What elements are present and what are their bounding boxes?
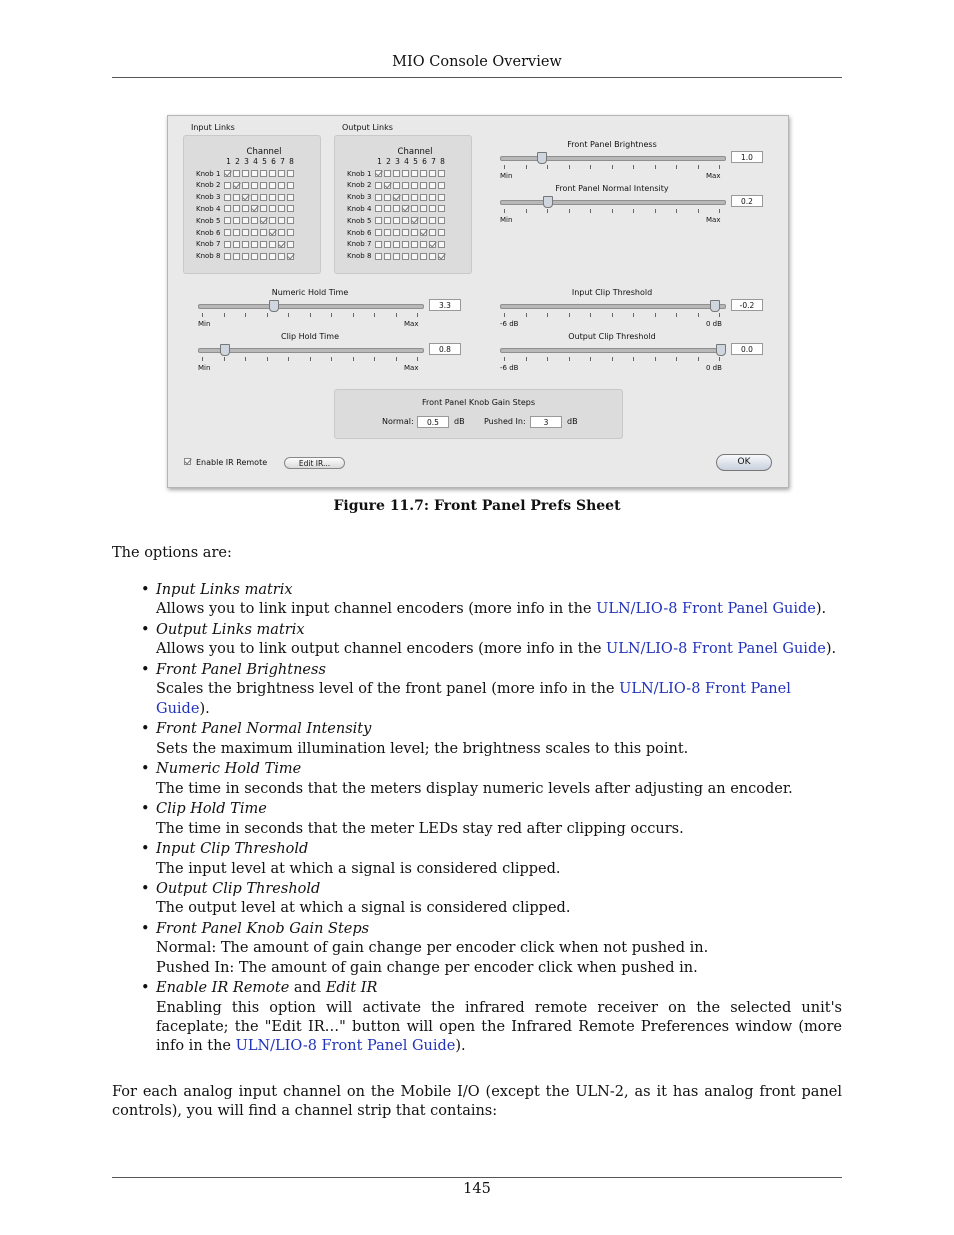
- input_links-link-checkbox[interactable]: [260, 217, 267, 224]
- numeric-hold-time-ticks: [202, 313, 418, 317]
- output_links-link-checkbox[interactable]: [420, 217, 427, 224]
- ok-button[interactable]: OK: [716, 454, 772, 471]
- output_links-link-checkbox[interactable]: [429, 170, 436, 177]
- input_links-link-checkbox[interactable]: [224, 217, 231, 224]
- output-clip-threshold-max-label: 0 dB: [706, 364, 722, 372]
- input_links-link-checkbox[interactable]: [278, 182, 285, 189]
- input_links-link-checkbox[interactable]: [278, 170, 285, 177]
- output_links-knob-label: Knob 4: [347, 204, 372, 213]
- input_links-link-checkbox[interactable]: [224, 194, 231, 201]
- output_links-link-checkbox[interactable]: [420, 205, 427, 212]
- input_links-link-checkbox[interactable]: [224, 205, 231, 212]
- normal-label: Normal:: [382, 417, 414, 426]
- front-panel-brightness-label: Front Panel Brightness: [567, 140, 657, 149]
- input-clip-threshold-label: Input Clip Threshold: [571, 288, 653, 297]
- options-intro: The options are:: [112, 545, 232, 561]
- input_links-link-checkbox[interactable]: [224, 241, 231, 248]
- output_links-link-checkbox[interactable]: [411, 229, 418, 236]
- input_links-link-checkbox[interactable]: [242, 194, 249, 201]
- output_links-link-checkbox[interactable]: [384, 194, 391, 201]
- output-knob-row: [347, 215, 447, 226]
- list-item: [138, 920, 842, 978]
- output_links-link-checkbox[interactable]: [402, 170, 409, 177]
- input_links-link-checkbox[interactable]: [278, 194, 285, 201]
- input-knob-row: [196, 215, 296, 226]
- input_links-link-checkbox[interactable]: [233, 217, 240, 224]
- output-clip-threshold-ticks: [504, 357, 720, 361]
- output_links-link-checkbox[interactable]: [393, 253, 400, 260]
- output_links-link-checkbox[interactable]: [384, 229, 391, 236]
- input_links-link-checkbox[interactable]: [260, 194, 267, 201]
- output_links-link-checkbox[interactable]: [402, 194, 409, 201]
- front-panel-normal-intensity-label: Front Panel Normal Intensity: [555, 184, 669, 193]
- option-title: • Front Panel Knob Gain Steps: [156, 921, 370, 938]
- input_links-link-checkbox[interactable]: [269, 253, 276, 260]
- input-links-label: Input Links: [191, 123, 235, 132]
- input_links-knob-label: Knob 1: [196, 169, 221, 178]
- input_links-link-checkbox[interactable]: [260, 253, 267, 260]
- input_links-knob-label: Knob 3: [196, 193, 221, 202]
- edit-ir-button[interactable]: Edit IR...: [284, 457, 345, 469]
- option-desc: Normal: The amount of gain change per encoder click when not pushed in.: [156, 940, 709, 957]
- output_links-link-checkbox[interactable]: [411, 217, 418, 224]
- input_links-link-checkbox[interactable]: [269, 205, 276, 212]
- front-panel-prefs-sheet: [167, 115, 789, 488]
- option-title: • Numeric Hold Time: [156, 761, 302, 778]
- output-knob-row: [347, 203, 447, 214]
- input_links-link-checkbox[interactable]: [278, 217, 285, 224]
- header-rule: [112, 77, 842, 78]
- input_links-link-checkbox[interactable]: [233, 253, 240, 260]
- input_links-link-checkbox[interactable]: [224, 229, 231, 236]
- output_links-knob-label: Knob 2: [347, 181, 372, 190]
- option-desc: The time in seconds that the meter LEDs stay red after clipping occurs.: [156, 820, 684, 837]
- input_links-link-checkbox[interactable]: [224, 253, 231, 260]
- output_links-link-checkbox[interactable]: [438, 194, 445, 201]
- output_links-knob-label: Knob 1: [347, 169, 372, 178]
- output_links-link-checkbox[interactable]: [429, 217, 436, 224]
- output_links-link-checkbox[interactable]: [375, 182, 382, 189]
- output-knob-row: [347, 251, 447, 262]
- front-panel-brightness-max-label: Max: [706, 172, 721, 180]
- input_links-link-checkbox[interactable]: [269, 194, 276, 201]
- output-knob-row: [347, 168, 447, 179]
- output_links-link-checkbox[interactable]: [375, 194, 382, 201]
- input_links-link-checkbox[interactable]: [278, 205, 285, 212]
- input_links-link-checkbox[interactable]: [278, 253, 285, 260]
- option-title: • Clip Hold Time: [156, 801, 267, 818]
- input_links-link-checkbox[interactable]: [269, 182, 276, 189]
- clip-hold-time-max-label: Max: [404, 364, 419, 372]
- output_links-link-checkbox[interactable]: [375, 170, 382, 177]
- input_links-link-checkbox[interactable]: [287, 205, 294, 212]
- input_links-link-checkbox[interactable]: [251, 182, 258, 189]
- input-knob-row: [196, 251, 296, 262]
- option-title: • Input Links matrix: [156, 582, 293, 598]
- option-desc-2: Pushed In: The amount of gain change per encoder click when pushed in.: [156, 959, 698, 976]
- output_links-link-checkbox[interactable]: [420, 229, 427, 236]
- output_links-link-checkbox[interactable]: [420, 241, 427, 248]
- output_links-link-checkbox[interactable]: [375, 229, 382, 236]
- option-title-b: Edit IR: [325, 980, 378, 997]
- output_links-knob-label: Knob 7: [347, 240, 372, 249]
- clip-hold-time-track[interactable]: [198, 348, 424, 353]
- input-clip-threshold-min-label: -6 dB: [500, 320, 519, 328]
- output_links-link-checkbox[interactable]: [375, 253, 382, 260]
- input-knob-row: [196, 239, 296, 250]
- numeric-hold-time-value[interactable]: 3.3: [429, 299, 461, 311]
- list-item: [138, 840, 842, 879]
- input_links-link-checkbox[interactable]: [260, 241, 267, 248]
- input-knob-row: [196, 227, 296, 238]
- input_links-link-checkbox[interactable]: [287, 229, 294, 236]
- list-item: • Input Links matrix Allows you to link input channel encoders (more info in the ULN/LIO-8 Front Panel Guide).: [138, 581, 842, 620]
- figure-caption: Figure 11.7: Front Panel Prefs Sheet: [333, 498, 621, 514]
- list-item: [138, 720, 842, 759]
- output_links-link-checkbox[interactable]: [375, 241, 382, 248]
- input_links-link-checkbox[interactable]: [251, 253, 258, 260]
- input_links-link-checkbox[interactable]: [278, 241, 285, 248]
- output-channel-title: Channel: [397, 147, 433, 157]
- normal-unit: dB: [454, 417, 465, 426]
- output_links-link-checkbox[interactable]: [420, 253, 427, 260]
- input_links-link-checkbox[interactable]: [242, 170, 249, 177]
- input_links-link-checkbox[interactable]: [233, 194, 240, 201]
- clip-hold-time-ticks: [202, 357, 418, 361]
- normal-gain-input[interactable]: 0.5: [417, 416, 449, 428]
- output-knob-row: [347, 227, 447, 238]
- input_links-knob-label: Knob 2: [196, 181, 221, 190]
- list-item: [138, 800, 842, 839]
- output-clip-threshold-value[interactable]: 0.0: [731, 343, 763, 355]
- numeric-hold-time-thumb[interactable]: [269, 300, 279, 312]
- input_links-knob-label: Knob 5: [196, 216, 221, 225]
- input_links-link-checkbox[interactable]: [233, 229, 240, 236]
- output_links-link-checkbox[interactable]: [438, 229, 445, 236]
- output_links-knob-label: Knob 8: [347, 252, 372, 261]
- input_links-link-checkbox[interactable]: [287, 217, 294, 224]
- output_links-link-checkbox[interactable]: [438, 170, 445, 177]
- input_links-link-checkbox[interactable]: [251, 205, 258, 212]
- input-clip-threshold-value[interactable]: -0.2: [731, 299, 763, 311]
- front-panel-normal-intensity-max-label: Max: [706, 216, 721, 224]
- output_links-link-checkbox[interactable]: [384, 170, 391, 177]
- output_links-link-checkbox[interactable]: [429, 241, 436, 248]
- clip-hold-time-label: Clip Hold Time: [281, 332, 339, 341]
- input_links-link-checkbox[interactable]: [242, 253, 249, 260]
- enable-ir-remote-checkbox[interactable]: [184, 458, 191, 465]
- input_links-knob-label: Knob 7: [196, 240, 221, 249]
- input-channel-title: Channel: [246, 147, 282, 157]
- option-desc: The time in seconds that the meters display numeric levels after adjusting an encoder.: [156, 780, 793, 797]
- option-title: • Output Links matrix: [156, 621, 305, 638]
- input-clip-threshold-thumb[interactable]: [710, 300, 720, 312]
- front-panel-brightness-ticks: [504, 165, 720, 169]
- output_links-link-checkbox[interactable]: [411, 205, 418, 212]
- list-item: • Enable IR Remote and Edit IR Enabling this option will activate the infrared remote receiver on the selected unit's faceplate; the "Edit IR…" button will open the Infrared Remote Preferences window (more info in the ULN/LIO-8 Front Panel Guide).: [138, 979, 842, 1056]
- output_links-link-checkbox[interactable]: [393, 182, 400, 189]
- input_links-link-checkbox[interactable]: [287, 241, 294, 248]
- option-title: Enable IR Remote: [156, 980, 290, 997]
- input-knob-row: [196, 203, 296, 214]
- input_links-link-checkbox[interactable]: [287, 182, 294, 189]
- output_links-link-checkbox[interactable]: [402, 229, 409, 236]
- output_links-knob-label: Knob 3: [347, 193, 372, 202]
- output_links-link-checkbox[interactable]: [429, 182, 436, 189]
- input_links-link-checkbox[interactable]: [260, 205, 267, 212]
- front-panel-brightness-track[interactable]: [500, 156, 726, 161]
- knob-gain-steps-title: Front Panel Knob Gain Steps: [421, 398, 536, 407]
- enable-ir-remote-label: Enable IR Remote: [196, 458, 268, 467]
- output_links-link-checkbox[interactable]: [429, 229, 436, 236]
- output_links-link-checkbox[interactable]: [429, 253, 436, 260]
- option-desc: The input level at which a signal is considered clipped.: [156, 860, 561, 877]
- list-item: [138, 760, 842, 799]
- output_links-link-checkbox[interactable]: [384, 217, 391, 224]
- input_links-knob-label: Knob 4: [196, 204, 221, 213]
- input_links-link-checkbox[interactable]: [242, 205, 249, 212]
- output_links-link-checkbox[interactable]: [375, 217, 382, 224]
- front-panel-normal-intensity-value[interactable]: 0.2: [731, 195, 763, 207]
- input_links-knob-label: Knob 6: [196, 228, 221, 237]
- output-knob-row: [347, 192, 447, 203]
- input_links-link-checkbox[interactable]: [251, 229, 258, 236]
- numeric-hold-time-label: Numeric Hold Time: [271, 288, 349, 297]
- input_links-link-checkbox[interactable]: [242, 182, 249, 189]
- input_links-link-checkbox[interactable]: [260, 170, 267, 177]
- front-panel-normal-intensity-thumb[interactable]: [543, 196, 553, 208]
- pushed-in-unit: dB: [567, 417, 578, 426]
- front-panel-guide-link[interactable]: ULN/LIO-8 Front Panel Guide: [156, 681, 791, 717]
- input_links-link-checkbox[interactable]: [269, 217, 276, 224]
- output_links-link-checkbox[interactable]: [384, 205, 391, 212]
- output_links-link-checkbox[interactable]: [429, 205, 436, 212]
- input_links-link-checkbox[interactable]: [278, 229, 285, 236]
- input_links-link-checkbox[interactable]: [260, 182, 267, 189]
- output_links-link-checkbox[interactable]: [438, 217, 445, 224]
- front-panel-normal-intensity-min-label: Min: [500, 216, 513, 224]
- output-links-label: Output Links: [342, 123, 393, 132]
- input_links-link-checkbox[interactable]: [242, 229, 249, 236]
- output_links-link-checkbox[interactable]: [438, 182, 445, 189]
- input_links-link-checkbox[interactable]: [251, 217, 258, 224]
- input_links-link-checkbox[interactable]: [233, 241, 240, 248]
- input-knob-row: [196, 168, 296, 179]
- option-title: • Input Clip Threshold: [156, 841, 309, 858]
- numeric-hold-time-max-label: Max: [404, 320, 419, 328]
- output_links-link-checkbox[interactable]: [402, 241, 409, 248]
- input_links-link-checkbox[interactable]: [287, 170, 294, 177]
- input_links-knob-label: Knob 8: [196, 252, 221, 261]
- front-panel-guide-link[interactable]: ULN/LIO-8 Front Panel Guide: [235, 1038, 456, 1055]
- input_links-link-checkbox[interactable]: [233, 182, 240, 189]
- output_links-link-checkbox[interactable]: [375, 205, 382, 212]
- input_links-link-checkbox[interactable]: [269, 229, 276, 236]
- output-clip-threshold-thumb[interactable]: [716, 344, 726, 356]
- output_links-link-checkbox[interactable]: [420, 194, 427, 201]
- input-clip-threshold-max-label: 0 dB: [706, 320, 722, 328]
- output_links-link-checkbox[interactable]: [402, 182, 409, 189]
- option-desc: The output level at which a signal is considered clipped.: [156, 900, 571, 917]
- input-knob-row: [196, 192, 296, 203]
- output_links-link-checkbox[interactable]: [420, 182, 427, 189]
- front-panel-brightness-min-label: Min: [500, 172, 513, 180]
- input-clip-threshold-ticks: [504, 313, 720, 317]
- input_links-link-checkbox[interactable]: [251, 170, 258, 177]
- output_links-link-checkbox[interactable]: [393, 229, 400, 236]
- clip-hold-time-min-label: Min: [198, 364, 211, 372]
- input_links-link-checkbox[interactable]: [251, 194, 258, 201]
- options-list: [138, 581, 842, 1058]
- clip-hold-time-thumb[interactable]: [220, 344, 230, 356]
- output_links-link-checkbox[interactable]: [429, 194, 436, 201]
- output_links-link-checkbox[interactable]: [420, 170, 427, 177]
- option-title: • Front Panel Brightness: [156, 661, 326, 678]
- list-item: • Output Links matrix Allows you to link output channel encoders (more info in the ULN/LIO-8 Front Panel Guide).: [138, 621, 842, 660]
- input_links-link-checkbox[interactable]: [260, 229, 267, 236]
- output_links-link-checkbox[interactable]: [384, 241, 391, 248]
- output-knob-row: [347, 239, 447, 250]
- input_links-link-checkbox[interactable]: [242, 217, 249, 224]
- input_links-link-checkbox[interactable]: [269, 170, 276, 177]
- output_links-link-checkbox[interactable]: [393, 194, 400, 201]
- numeric-hold-time-track[interactable]: [198, 304, 424, 309]
- front-panel-normal-intensity-ticks: [504, 209, 720, 213]
- output_links-link-checkbox[interactable]: [384, 182, 391, 189]
- output-channel-numbers: 1 2 3 4 5 6 7 8: [377, 157, 445, 166]
- output_links-knob-label: Knob 6: [347, 228, 372, 237]
- output_links-link-checkbox[interactable]: [411, 194, 418, 201]
- list-item: • Front Panel Brightness Scales the brightness level of the front panel (more info in the ULN/LIO-8 Front Panel Guide).: [138, 661, 842, 719]
- output_links-link-checkbox[interactable]: [411, 241, 418, 248]
- closing-paragraph: For each analog input channel on the Mobile I/O (except the ULN-2, as it has analog front panel controls), you will find a channel strip that contains:: [112, 1084, 842, 1119]
- list-item: [138, 880, 842, 919]
- output-clip-threshold-min-label: -6 dB: [500, 364, 519, 372]
- footer-rule: [112, 1177, 842, 1178]
- front-panel-brightness-thumb[interactable]: [537, 152, 547, 164]
- output_links-link-checkbox[interactable]: [411, 253, 418, 260]
- option-desc: Sets the maximum illumination level; the brightness scales to this point.: [156, 740, 689, 757]
- output_links-link-checkbox[interactable]: [402, 217, 409, 224]
- input_links-link-checkbox[interactable]: [224, 170, 231, 177]
- output_links-link-checkbox[interactable]: [402, 205, 409, 212]
- input_links-link-checkbox[interactable]: [233, 205, 240, 212]
- output-clip-threshold-track[interactable]: [500, 348, 726, 353]
- numeric-hold-time-min-label: Min: [198, 320, 211, 328]
- output-knob-row: [347, 180, 447, 191]
- input-knob-row: [196, 180, 296, 191]
- input_links-link-checkbox[interactable]: [287, 194, 294, 201]
- option-title: • Front Panel Normal Intensity: [156, 721, 372, 738]
- input_links-link-checkbox[interactable]: [251, 241, 258, 248]
- output-clip-threshold-label: Output Clip Threshold: [568, 332, 656, 341]
- output_links-link-checkbox[interactable]: [393, 241, 400, 248]
- output_links-link-checkbox[interactable]: [384, 253, 391, 260]
- input_links-link-checkbox[interactable]: [233, 170, 240, 177]
- output_links-link-checkbox[interactable]: [438, 241, 445, 248]
- output_links-link-checkbox[interactable]: [411, 170, 418, 177]
- output_links-link-checkbox[interactable]: [438, 253, 445, 260]
- output_links-link-checkbox[interactable]: [393, 217, 400, 224]
- output_links-knob-label: Knob 5: [347, 216, 372, 225]
- output_links-link-checkbox[interactable]: [402, 253, 409, 260]
- page-header-title: MIO Console Overview: [392, 54, 562, 70]
- output_links-link-checkbox[interactable]: [438, 205, 445, 212]
- input-channel-numbers: 1 2 3 4 5 6 7 8: [226, 157, 294, 166]
- knob-gain-steps-group: [334, 389, 623, 439]
- page-number: 145: [463, 1181, 491, 1197]
- input-clip-threshold-track[interactable]: [500, 304, 726, 309]
- input-links-matrix: [183, 135, 321, 274]
- front-panel-guide-link[interactable]: ULN/LIO-8 Front Panel Guide: [606, 641, 826, 658]
- output-links-matrix: [334, 135, 472, 274]
- input_links-link-checkbox[interactable]: [224, 182, 231, 189]
- output_links-link-checkbox[interactable]: [393, 170, 400, 177]
- pushed-in-gain-input[interactable]: 3: [530, 416, 562, 428]
- front-panel-guide-link[interactable]: ULN/LIO-8 Front Panel Guide: [596, 601, 816, 618]
- front-panel-normal-intensity-track[interactable]: [500, 200, 726, 205]
- option-title: • Output Clip Threshold: [156, 881, 321, 898]
- input_links-link-checkbox[interactable]: [269, 241, 276, 248]
- output_links-link-checkbox[interactable]: [411, 182, 418, 189]
- output_links-link-checkbox[interactable]: [393, 205, 400, 212]
- pushed-in-label: Pushed In:: [484, 417, 526, 426]
- front-panel-brightness-value[interactable]: 1.0: [731, 151, 763, 163]
- input_links-link-checkbox[interactable]: [287, 253, 294, 260]
- input_links-link-checkbox[interactable]: [242, 241, 249, 248]
- clip-hold-time-value[interactable]: 0.8: [429, 343, 461, 355]
